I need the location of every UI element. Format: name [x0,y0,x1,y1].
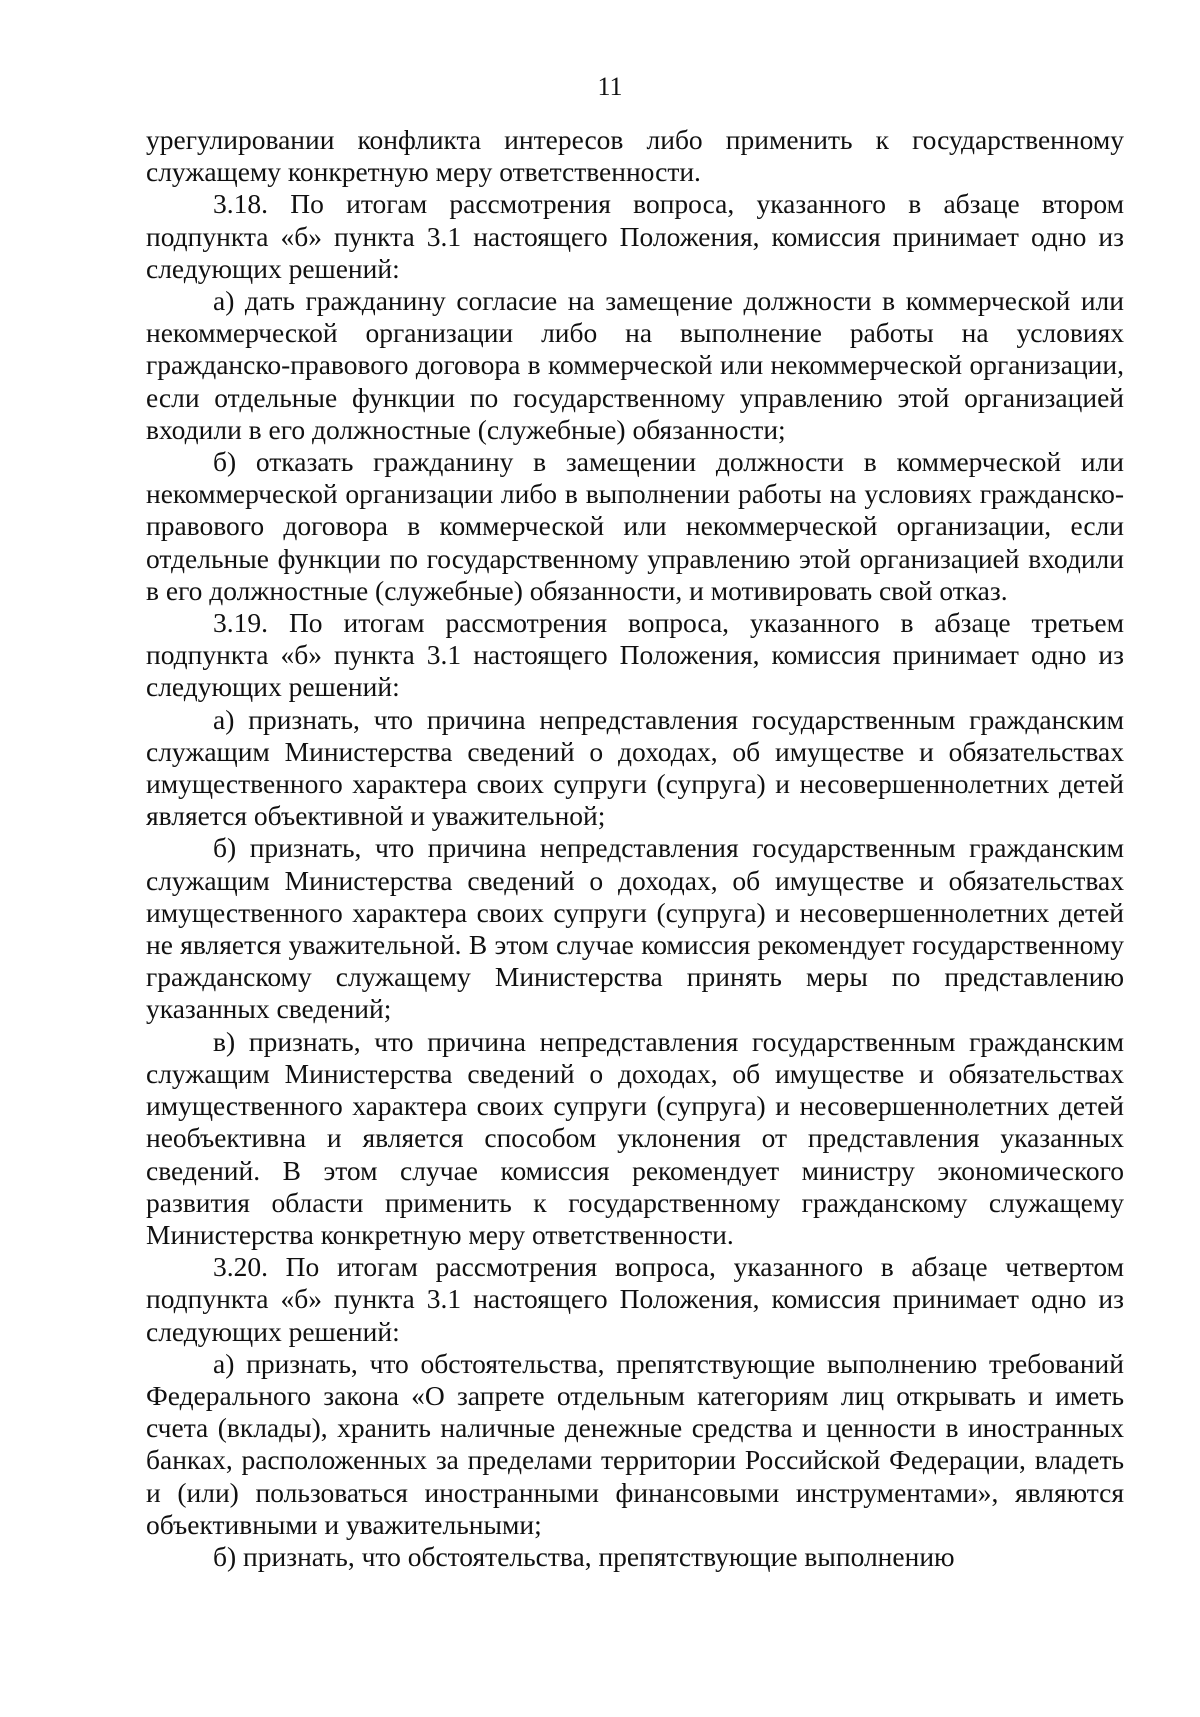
document-body [146,124,1124,1573]
page-number: 11 [597,72,623,101]
paragraph-3-19: 3.19. По итогам рассмотрения вопроса, указанного в абзаце третьем подпункта «б» пункта 3.1 настоящего Положения, комиссия принимает одно из следующих решений: [146,607,1124,703]
paragraph-3-19-b: б) признать, что причина непредставления государственным гражданским служащим Министерства сведений о доходах, об имуществе и обязательствах имущественного характера своих супруги (супруга) и несовершеннолетних детей не является уважительной. В этом случае комиссия рекомендует государственному гражданскому служащему Министерства принять меры по представлению указанных сведений; [146,832,1124,1025]
paragraph-3-20-a: а) признать, что обстоятельства, препятствующие выполнению требований Федерального закона «О запрете отдельным категориям лиц открывать и иметь счета (вклады), хранить наличные денежные средства и ценности в иностранных банках, расположенных за пределами территории Российской Федерации, владеть и (или) пользоваться иностранными финансовыми инструментами», являются объективными и уважительными; [146,1347,1124,1540]
paragraph-3-19-a: а) признать, что причина непредставления государственным гражданским служащим Министерства сведений о доходах, об имуществе и обязательствах имущественного характера своих супруги (супруга) и несовершеннолетних детей является объективной и уважительной; [146,703,1124,832]
paragraph-3-18-a: а) дать гражданину согласие на замещение должности в коммерческой или некоммерческой организации либо на выполнение работы на условиях гражданско-правового договора в коммерческой или некоммерческой организации, если отдельные функции по государственному управлению этой организацией входили в его должностные (служебные) обязанности; [146,285,1124,445]
paragraph-3-20: 3.20. По итогам рассмотрения вопроса, указанного в абзаце четвертом подпункта «б» пункта 3.1 настоящего Положения, комиссия принимает одно из следующих решений: [146,1251,1124,1347]
paragraph-3-19-v: в) признать, что причина непредставления государственным гражданским служащим Министерства сведений о доходах, об имуществе и обязательствах имущественного характера своих супруги (супруга) и несовершеннолетних детей необъективна и является способом уклонения от представления указанных сведений. В этом случае комиссия рекомендует министру экономического развития области применить к государственному гражданскому служащему Министерства конкретную меру ответственности. [146,1025,1124,1250]
paragraph-3-18: 3.18. По итогам рассмотрения вопроса, указанного в абзаце втором подпункта «б» пункта 3.1 настоящего Положения, комиссия принимает одно из следующих решений: [146,188,1124,284]
paragraph-3-20-b: б) признать, что обстоятельства, препятствующие выполнению [213,1540,955,1572]
paragraph-continuation: урегулировании конфликта интересов либо применить к государственному служащему конкретную меру ответственности. [146,124,1124,188]
paragraph-3-18-b: б) отказать гражданину в замещении должности в коммерческой или некоммерческой организации либо в выполнении работы на условиях гражданско-правового договора в коммерческой или некоммерческой организации, если отдельные функции по государственному управлению этой организацией входили в его должностные (служебные) обязанности, и мотивировать свой отказ. [146,446,1124,606]
